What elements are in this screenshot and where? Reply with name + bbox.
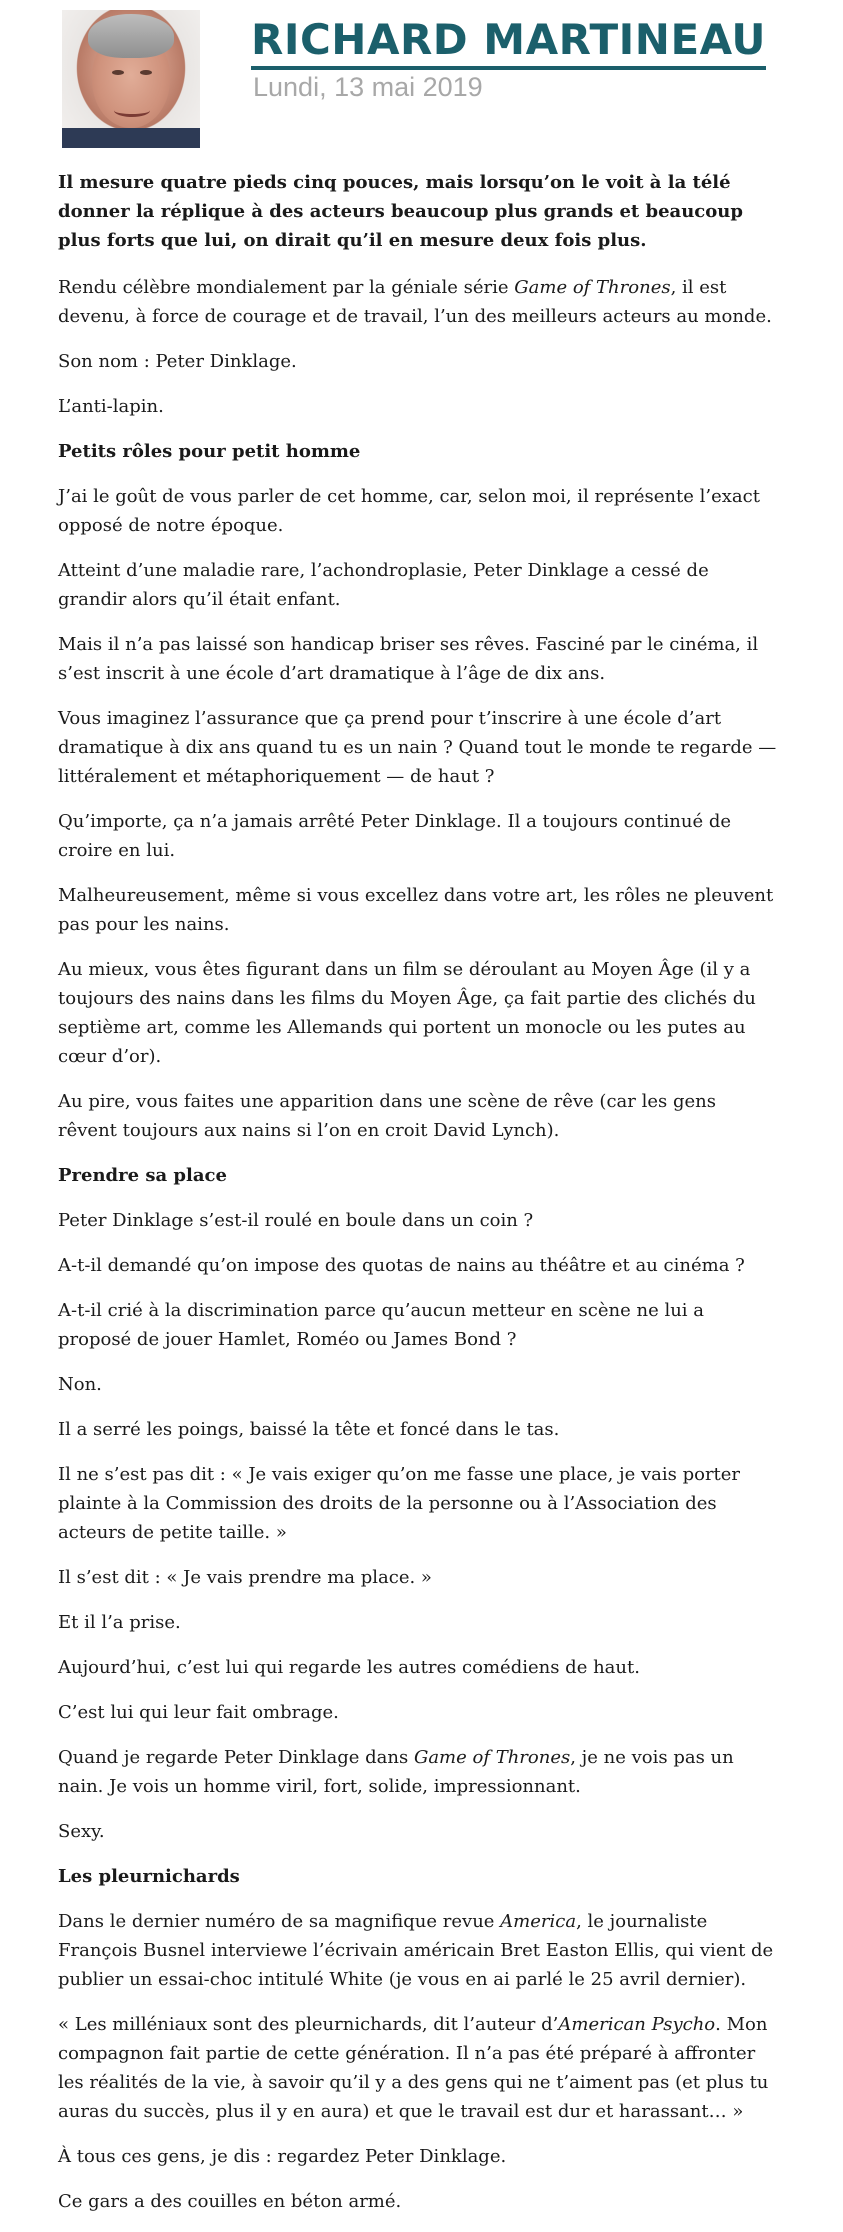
author-photo-shirt (62, 128, 200, 148)
author-photo-eye-right (140, 70, 152, 75)
paragraph: A-t-il crié à la discrimination parce qu’aucun metteur en scène ne lui a proposé de jouer Hamlet, Roméo ou James Bond ? (58, 1300, 705, 1350)
paragraph-text: , le journaliste François Busnel interviewe l’écrivain américain Bret Easton Ellis, qui vient de publier un essai-choc intitulé White (je vous en ai parlé le 25 avril dernier). (58, 1911, 774, 1990)
paragraph: Vous imaginez l’assurance que ça prend pour t’inscrire à une école d’art dramatique à dix ans quand tu es un nain ? Quand tout le monde te regarde — littéralement et métaphoriquement — de haut ? (58, 708, 777, 787)
book-title: American Psycho (558, 2014, 716, 2035)
paragraph: C’est lui qui leur fait ombrage. (58, 1702, 339, 1723)
section-heading: Prendre sa place (58, 1165, 227, 1186)
paragraph-text: . Mon compagnon fait partie de cette génération. Il n’a pas été préparé à affronter les réalités de la vie, à savoir qu’il y a des gens qui ne t’aiment pas (et plus tu auras du succès, plus il y en aura) et que le travail est dur et harassant… » (58, 2014, 769, 2122)
author-photo-eye-left (112, 70, 124, 75)
section-heading: Petits rôles pour petit homme (58, 441, 361, 462)
article-lede: Il mesure quatre pieds cinq pouces, mais lorsqu’on le voit à la télé donner la réplique à des acteurs beaucoup plus grands et beaucoup plus forts que lui, on dirait qu’il en mesure deux fois plus. (58, 172, 743, 251)
paragraph (58, 273, 780, 331)
author-photo-mouth (114, 104, 150, 117)
author-photo-hair (88, 14, 174, 58)
article-body (58, 168, 780, 2232)
paragraph: Ce gars a des couilles en béton armé. (58, 2191, 402, 2212)
paragraph: Aujourd’hui, c’est lui qui regarde les autres comédiens de haut. (58, 1657, 640, 1678)
paragraph-text: Rendu célèbre mondialement par la géniale série (58, 277, 515, 298)
paragraph-text: , je ne vois pas un nain. Je vois un homme viril, fort, solide, impressionnant. (58, 1747, 734, 1797)
paragraph: Qu’importe, ça n’a jamais arrêté Peter Dinklage. Il a toujours continué de croire en lui. (58, 811, 731, 861)
paragraph-text: , il est devenu, à force de courage et de travail, l’un des meilleurs acteurs au monde. (58, 277, 772, 327)
paragraph: Malheureusement, même si vous excellez dans votre art, les rôles ne pleuvent pas pour les nains. (58, 885, 774, 935)
paragraph: Atteint d’une maladie rare, l’achondroplasie, Peter Dinklage a cessé de grandir alors qu’il était enfant. (58, 560, 709, 610)
series-title: Game of Thrones (514, 277, 671, 298)
paragraph-text: « Les milléniaux sont des pleurnichards, dit l’auteur d’ (58, 2014, 559, 2035)
series-title: Game of Thrones (413, 1747, 571, 1768)
paragraph: Peter Dinklage s’est-il roulé en boule dans un coin ? (58, 1210, 534, 1231)
paragraph: Il s’est dit : « Je vais prendre ma place. » (58, 1567, 432, 1588)
paragraph-text: Quand je regarde Peter Dinklage dans (58, 1747, 414, 1768)
paragraph: A-t-il demandé qu’on impose des quotas de nains au théâtre et au cinéma ? (58, 1255, 745, 1276)
paragraph: Au mieux, vous êtes figurant dans un film se déroulant au Moyen Âge (il y a toujours des nains dans les films du Moyen Âge, ça fait partie des clichés du septième art, comme les Allemands qui portent un monocle ou les putes au cœur d’or). (58, 959, 756, 1067)
paragraph: Au pire, vous faites une apparition dans une scène de rêve (car les gens rêvent toujours aux nains si l’on en croit David Lynch). (58, 1091, 716, 1141)
article-header (0, 0, 843, 160)
paragraph-text: Dans le dernier numéro de sa magnifique revue (58, 1911, 501, 1932)
paragraph: À tous ces gens, je dis : regardez Peter Dinklage. (58, 2146, 507, 2167)
paragraph (58, 1743, 780, 1801)
author-photo (62, 10, 200, 148)
paragraph (58, 1907, 780, 1994)
publish-date: Lundi, 13 mai 2019 (253, 72, 483, 102)
paragraph: Il ne s’est pas dit : « Je vais exiger qu’on me fasse une place, je vais porter plainte à la Commission des droits de la personne ou à l’Association des acteurs de petite taille. » (58, 1464, 741, 1543)
section-heading: Les pleurnichards (58, 1866, 240, 1887)
paragraph: Non. (58, 1374, 102, 1395)
paragraph: Et il l’a prise. (58, 1612, 181, 1633)
paragraph (58, 2010, 780, 2126)
paragraph: Sexy. (58, 1821, 105, 1842)
magazine-title: America (500, 1911, 577, 1932)
paragraph: Il a serré les poings, baissé la tête et foncé dans le tas. (58, 1419, 560, 1440)
paragraph: Mais il n’a pas laissé son handicap briser ses rêves. Fasciné par le cinéma, il s’est inscrit à une école d’art dramatique à l’âge de dix ans. (58, 634, 759, 684)
paragraph: J’ai le goût de vous parler de cet homme, car, selon moi, il représente l’exact opposé de notre époque. (58, 486, 760, 536)
paragraph: L’anti-lapin. (58, 396, 164, 417)
paragraph: Son nom : Peter Dinklage. (58, 351, 297, 372)
author-name: RICHARD MARTINEAU (251, 14, 766, 70)
